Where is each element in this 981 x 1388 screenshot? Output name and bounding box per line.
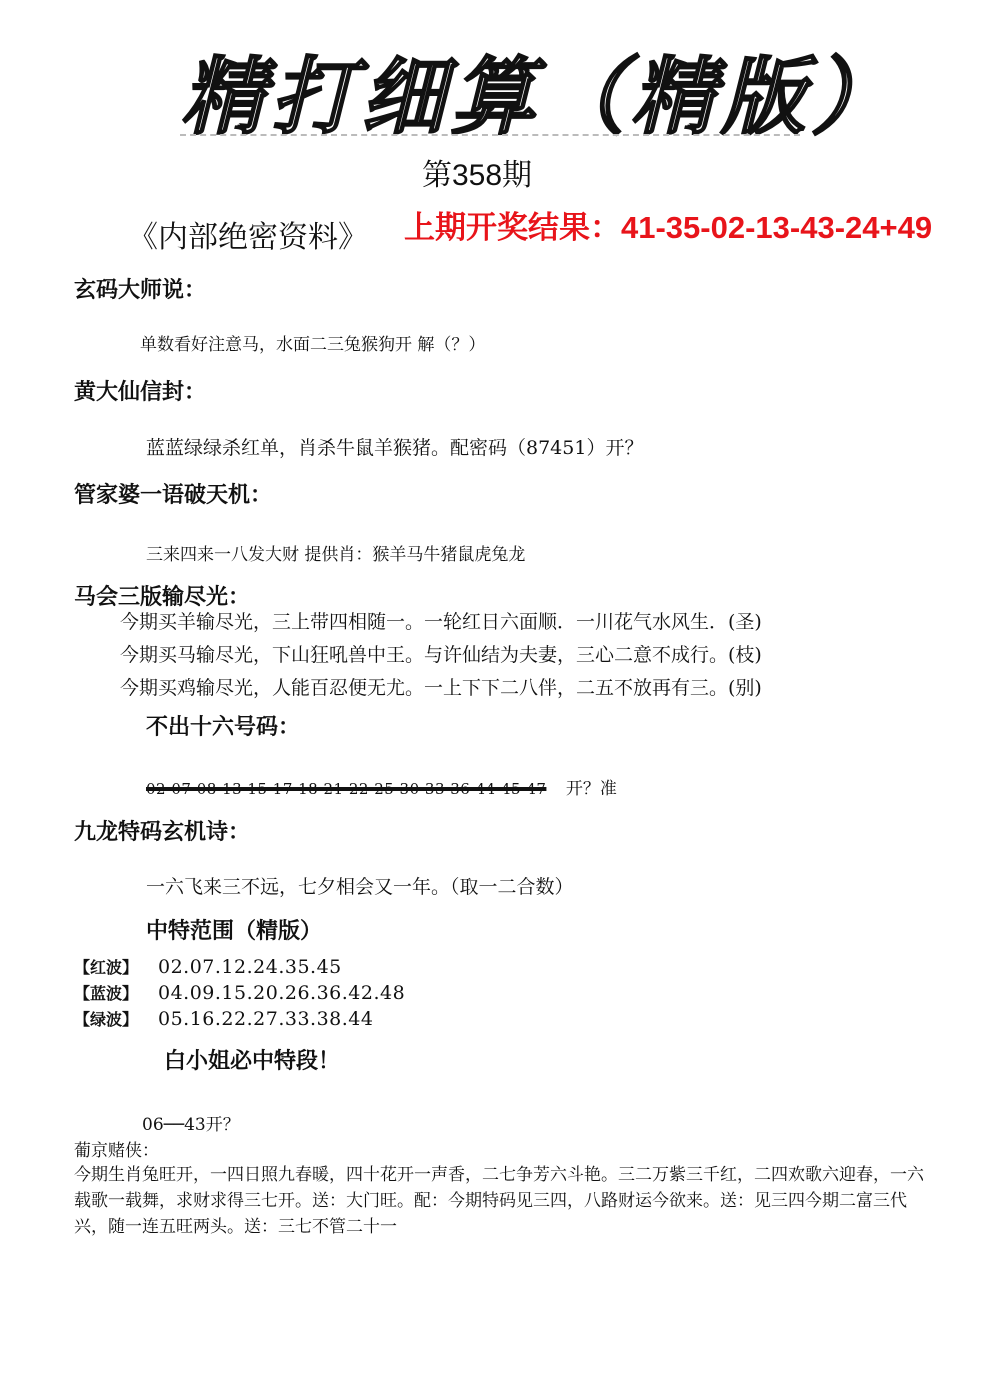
wave-row-red (74, 955, 342, 978)
buchu-suffix: 开？准 (565, 779, 617, 799)
issue-number: 第358期 (422, 159, 533, 192)
wave-row-green (74, 1007, 373, 1030)
banner-title-text: 精打细算（精版） (176, 47, 921, 146)
section-heading-pujing: 葡京赌侠： (74, 1141, 159, 1161)
wave-tag: 【绿波】 (74, 1010, 139, 1029)
wave-tag: 【蓝波】 (74, 984, 139, 1003)
section-heading-baixiaojie: 白小姐必中特段！ (164, 1049, 341, 1074)
section-heading-buchu: 不出十六号码： (146, 715, 301, 740)
section-text-guanjiapo: 三来四来一八发大财 提供肖：猴羊马牛猪鼠虎兔龙 (146, 545, 526, 565)
buchu-row (146, 774, 617, 799)
last-result (404, 202, 932, 247)
section-heading-guanjiapo: 管家婆一语破天机： (74, 483, 273, 508)
wave-numbers: 04.09.15.20.26.36.42.48 (158, 982, 406, 1004)
banner-title (176, 22, 921, 146)
wave-numbers: 02.07.12.24.35.45 (158, 956, 342, 978)
excluded-numbers: 02 07 08 13 15 17 18 21 22 25 30 33 36 44 45 47 (146, 780, 547, 798)
section-text-baixiaojie: 06──43开？ (142, 1115, 240, 1135)
wave-tag: 【红波】 (74, 958, 139, 977)
section-text-xuanma: 单数看好注意马，水面二三兔猴狗开 解（？） (140, 335, 486, 355)
section-heading-zhongte: 中特范围（精版） (146, 919, 323, 944)
section-text-huangdaxian: 蓝蓝绿绿杀红单，肖杀牛鼠羊猴猪。配密码（87451）开？ (146, 437, 644, 459)
section-text-pujing: 今期生肖兔旺开，一四日照九春暖，四十花开一声香，二七争芳六斗艳。三二万紫三千红，二四欢歌六迎春，一六载歌一载舞，求财求得三七开。送：大门旺。配：今期特码见三四，八路财运今欲来。送：见三四今期二富三代兴，随一连五旺两头。送：三七不管二十一 (74, 1165, 924, 1237)
mahui-line-2: 今期买马输尽光，下山狂吼兽中王。与许仙结为夫妻，三心二意不成行。(枝) (120, 644, 762, 666)
section-heading-mahui: 马会三版输尽光： (74, 585, 251, 610)
section-text-jiulong: 一六飞来三不远，七夕相会又一年。（取一二合数） (146, 876, 574, 898)
last-result-numbers: 41-35-02-13-43-24+49 (621, 210, 933, 245)
mahui-line-3: 今期买鸡输尽光，人能百忍便无尤。一上下下二八伴，二五不放再有三。(别) (120, 677, 762, 699)
banner-shadow (180, 126, 800, 136)
section-heading-jiulong: 九龙特码玄机诗： (74, 820, 251, 845)
last-result-label: 上期开奖结果： (404, 210, 621, 245)
source-title: 《内部绝密资料》 (128, 220, 368, 255)
mahui-line-1: 今期买羊输尽光，三上带四相随一。一轮红日六面顺．一川花气水风生．(圣) (120, 611, 762, 633)
section-heading-xuanma: 玄码大师说： (74, 278, 207, 303)
wave-numbers: 05.16.22.27.33.38.44 (158, 1008, 374, 1030)
section-heading-huangdaxian: 黄大仙信封： (74, 380, 207, 405)
wave-row-blue (74, 981, 405, 1004)
